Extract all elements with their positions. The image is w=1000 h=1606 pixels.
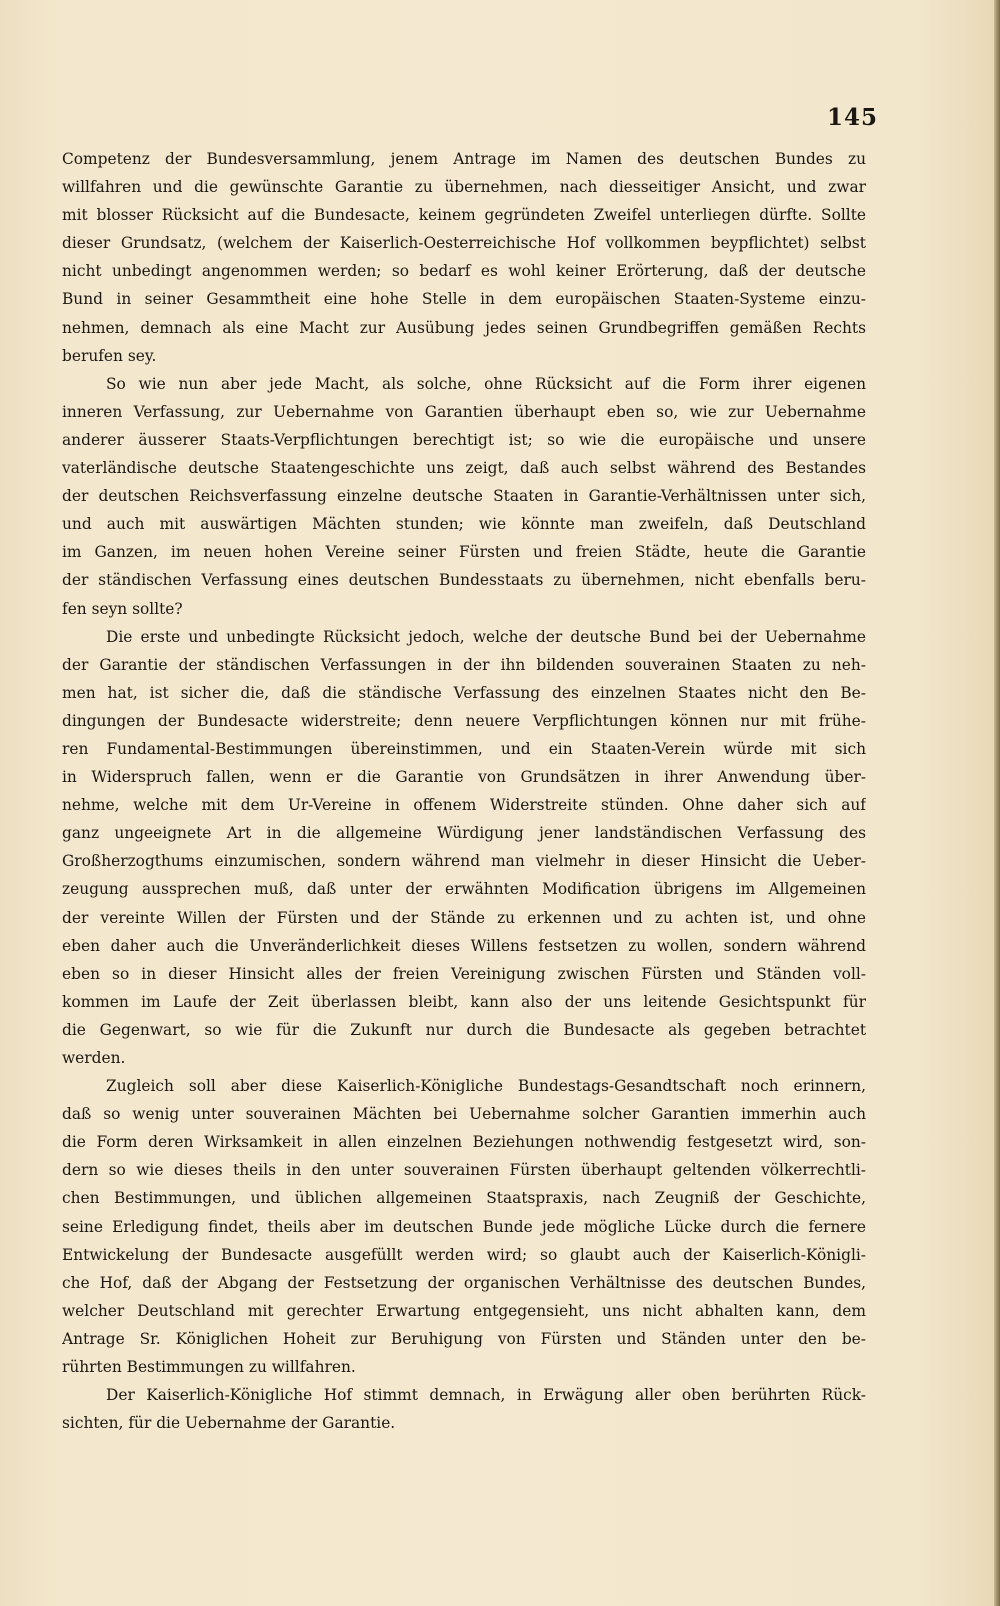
text-line: dingungen der Bundesacte widerstreite; denn neuere Verpflichtungen können nur mit frühe- — [62, 711, 866, 730]
text-line: kommen im Laufe der Zeit überlassen bleibt, kann also der uns leitende Gesichtspunkt für — [62, 992, 866, 1011]
text-line: daß so wenig unter souverainen Mächten bei Uebernahme solcher Garantien immerhin auch — [62, 1105, 866, 1124]
text-line: chen Bestimmungen, und üblichen allgemeinen Staatspraxis, nach Zeugniß der Geschichte, — [62, 1189, 866, 1208]
text-line: willfahren und die gewünschte Garantie zu übernehmen, nach diesseitiger Ansicht, und zwar — [62, 178, 866, 197]
text-line: Die erste und unbedingte Rücksicht jedoch, welche der deutsche Bund bei der Uebernahme — [106, 627, 866, 646]
text-line: rührten Bestimmungen zu willfahren. — [62, 1358, 356, 1377]
text-line: vaterländische deutsche Staatengeschichte uns zeigt, daß auch selbst während des Bestandes — [62, 459, 866, 478]
page-number: 145 — [826, 104, 878, 131]
paragraph — [62, 1072, 866, 1381]
text-line: che Hof, daß der Abgang der Festsetzung der organischen Verhältnisse des deutschen Bundes, — [62, 1273, 866, 1292]
text-line: Bund in seiner Gesammtheit eine hohe Stelle in dem europäischen Staaten-Systeme einzu- — [62, 290, 866, 309]
text-line: nehme, welche mit dem Ur-Vereine in offenem Widerstreite stünden. Ohne daher sich auf — [62, 796, 866, 815]
text-line: und auch mit auswärtigen Mächten stunden; wie könnte man zweifeln, daß Deutschland — [62, 515, 866, 534]
text-line: So wie nun aber jede Macht, als solche, ohne Rücksicht auf die Form ihrer eigenen — [106, 374, 866, 393]
text-line: der deutschen Reichsverfassung einzelne deutsche Staaten in Garantie-Verhältnissen unter sich, — [62, 487, 866, 506]
text-line: mit blosser Rücksicht auf die Bundesacte, keinem gegründeten Zweifel unterliegen dürfte. Sollte — [62, 206, 866, 225]
text-line: in Widerspruch fallen, wenn er die Garantie von Grundsätzen in ihrer Anwendung über- — [62, 768, 866, 787]
text-line: berufen sey. — [62, 346, 157, 365]
paragraph — [62, 145, 866, 370]
text-line: ren Fundamental-Bestimmungen übereinstimmen, und ein Staaten-Verein würde mit sich — [62, 739, 866, 758]
text-line: nicht unbedingt angenommen werden; so bedarf es wohl keiner Erörterung, daß der deutsche — [62, 262, 866, 281]
text-line: ganz ungeeignete Art in die allgemeine Würdigung jener landständischen Verfassung des — [62, 824, 866, 843]
text-line: der Garantie der ständischen Verfassungen in der ihn bildenden souverainen Staaten zu neh- — [62, 655, 866, 674]
text-line: welcher Deutschland mit gerechter Erwartung entgegensieht, uns nicht abhalten kann, dem — [62, 1301, 866, 1320]
text-line: die Gegenwart, so wie für die Zukunft nur durch die Bundesacte als gegeben betrachtet — [62, 1020, 866, 1039]
text-line: dern so wie dieses theils in den unter souverainen Fürsten überhaupt geltenden völkerrechtli- — [62, 1161, 866, 1180]
text-line: seine Erledigung findet, theils aber im deutschen Bunde jede mögliche Lücke durch die fernere — [62, 1217, 866, 1236]
document-body — [62, 145, 866, 1437]
text-line: Großherzogthums einzumischen, sondern während man vielmehr in dieser Hinsicht die Ueber- — [62, 852, 866, 871]
text-line: sichten, für die Uebernahme der Garantie. — [62, 1414, 396, 1433]
text-line: dieser Grundsatz, (welchem der Kaiserlich-Oesterreichische Hof vollkommen beypflichtet) selbst — [62, 234, 866, 253]
text-line: Competenz der Bundesversammlung, jenem Antrage im Namen des deutschen Bundes zu — [62, 150, 866, 168]
text-line: anderer äusserer Staats-Verpflichtungen berechtigt ist; so wie die europäische und unsere — [62, 430, 866, 449]
text-line: nehmen, demnach als eine Macht zur Ausübung jedes seinen Grundbegriffen gemäßen Rechts — [62, 318, 866, 337]
text-line: Antrage Sr. Königlichen Hoheit zur Beruhigung von Fürsten und Ständen unter den be- — [62, 1329, 866, 1348]
text-line: fen seyn sollte? — [62, 599, 183, 618]
text-line: inneren Verfassung, zur Uebernahme von Garantien überhaupt eben so, wie zur Uebernahme — [62, 402, 866, 421]
text-line: die Form deren Wirksamkeit in allen einzelnen Beziehungen nothwendig festgesetzt wird, son- — [62, 1133, 866, 1152]
text-line: Entwickelung der Bundesacte ausgefüllt werden wird; so glaubt auch der Kaiserlich-Königli- — [62, 1245, 866, 1264]
text-line: Zugleich soll aber diese Kaiserlich-Königliche Bundestags-Gesandtschaft noch erinnern, — [106, 1077, 866, 1096]
page-edge — [994, 0, 1000, 1606]
text-line: men hat, ist sicher die, daß die ständische Verfassung des einzelnen Staates nicht den Be- — [62, 683, 866, 702]
text-line: werden. — [62, 1049, 126, 1067]
text-line: Der Kaiserlich-Königliche Hof stimmt demnach, in Erwägung aller oben berührten Rück- — [106, 1386, 866, 1405]
text-line: eben daher auch die Unveränderlichkeit dieses Willens festsetzen zu wollen, sondern während — [62, 936, 866, 955]
text-line: der vereinte Willen der Fürsten und der Stände zu erkennen und zu achten ist, und ohne — [62, 908, 866, 927]
text-line: im Ganzen, im neuen hohen Vereine seiner Fürsten und freien Städte, heute die Garantie — [62, 543, 866, 562]
text-line: eben so in dieser Hinsicht alles der freien Vereinigung zwischen Fürsten und Ständen voll- — [62, 964, 866, 983]
text-line: zeugung aussprechen muß, daß unter der erwähnten Modification übrigens im Allgemeinen — [62, 880, 866, 899]
paragraph — [62, 370, 866, 623]
text-line: der ständischen Verfassung eines deutschen Bundesstaats zu übernehmen, nicht ebenfalls beru- — [62, 571, 866, 590]
paragraph — [62, 1381, 866, 1437]
paragraph — [62, 623, 866, 1073]
